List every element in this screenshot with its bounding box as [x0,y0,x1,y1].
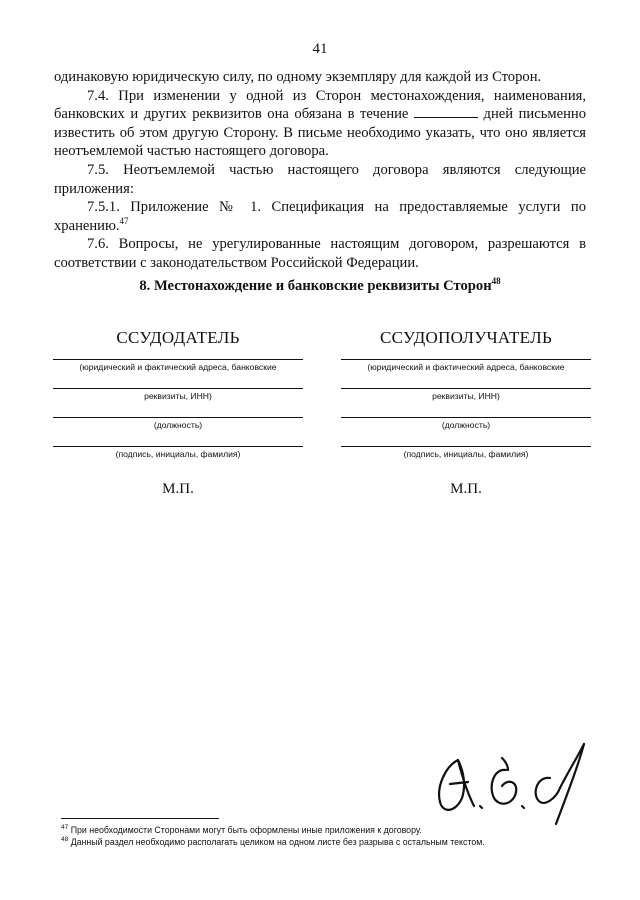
party-borrower [341,328,591,498]
line-caption: (должность) [153,420,203,430]
section-heading [0,278,640,295]
paragraph-7-4-text-end: дней письменно известить об этом другую Сторону. В письме необходимо указать, что оно является неотъемлемой частью настоящего договора. [54,106,587,160]
footnote-text: При необходимости Сторонами могут быть оформлены иные приложения к договору. [70,825,422,835]
blank-days-field [414,105,478,118]
line-caption: (юридический и фактический адреса, банковские [79,362,277,372]
paragraph-7-4 [54,87,586,161]
line-caption: реквизиты, ИНН) [144,391,212,401]
contract-clauses [54,68,586,273]
line-caption: реквизиты, ИНН) [432,391,500,401]
paragraph-7-5-1-text: 7.5.1. Приложение № 1. Спецификация на предоставляемые услуги по хранению. [54,199,586,234]
party-title: ССУДОДАТЕЛЬ [116,328,240,347]
footnote-ref-48: 48 [491,276,501,287]
paragraph-7-5: 7.5. Неотъемлемой частью настоящего договора являются следующие приложения: [54,161,586,197]
line-caption: (должность) [441,420,491,430]
footnote-48 [61,836,601,848]
stamp-placeholder: М.П. [450,481,482,497]
line-caption: (подпись, инициалы, фамилия) [115,449,241,459]
stamp-placeholder: М.П. [162,481,194,497]
footnote-number: 48 [61,836,69,844]
paragraph-7-5-1 [54,198,586,235]
handwritten-signature [428,736,588,832]
line-caption: (юридический и фактический адреса, банковские [367,362,565,372]
footnote-separator [61,818,219,819]
party-title: ССУДОПОЛУЧАТЕЛЬ [379,328,553,347]
paragraph-7-4-text-start: 7.4. При изменении у одной из Сторон местонахождения, наименования, банковских и других реквизитов она обязана в течение [54,87,586,123]
footnote-number: 47 [61,824,69,832]
section-heading-text: 8. Местонахождение и банковские реквизиты Сторон [139,278,492,294]
footnote-ref-47: 47 [119,215,129,226]
footnotes [61,824,601,848]
paragraph-continuation: одинаковую юридическую силу, по одному экземпляру для каждой из Сторон. [54,69,542,85]
paragraph-7-6: 7.6. Вопросы, не урегулированные настоящим договором, разрешаются в соответствии с законодательством Российской Федерации. [54,236,586,271]
footnote-47 [61,824,601,836]
page-number: 41 [312,41,328,57]
line-caption: (подпись, инициалы, фамилия) [403,449,529,459]
footnote-text: Данный раздел необходимо располагать целиком на одном листе без разрыва с остальным текстом. [70,837,485,847]
party-lender [53,328,303,498]
